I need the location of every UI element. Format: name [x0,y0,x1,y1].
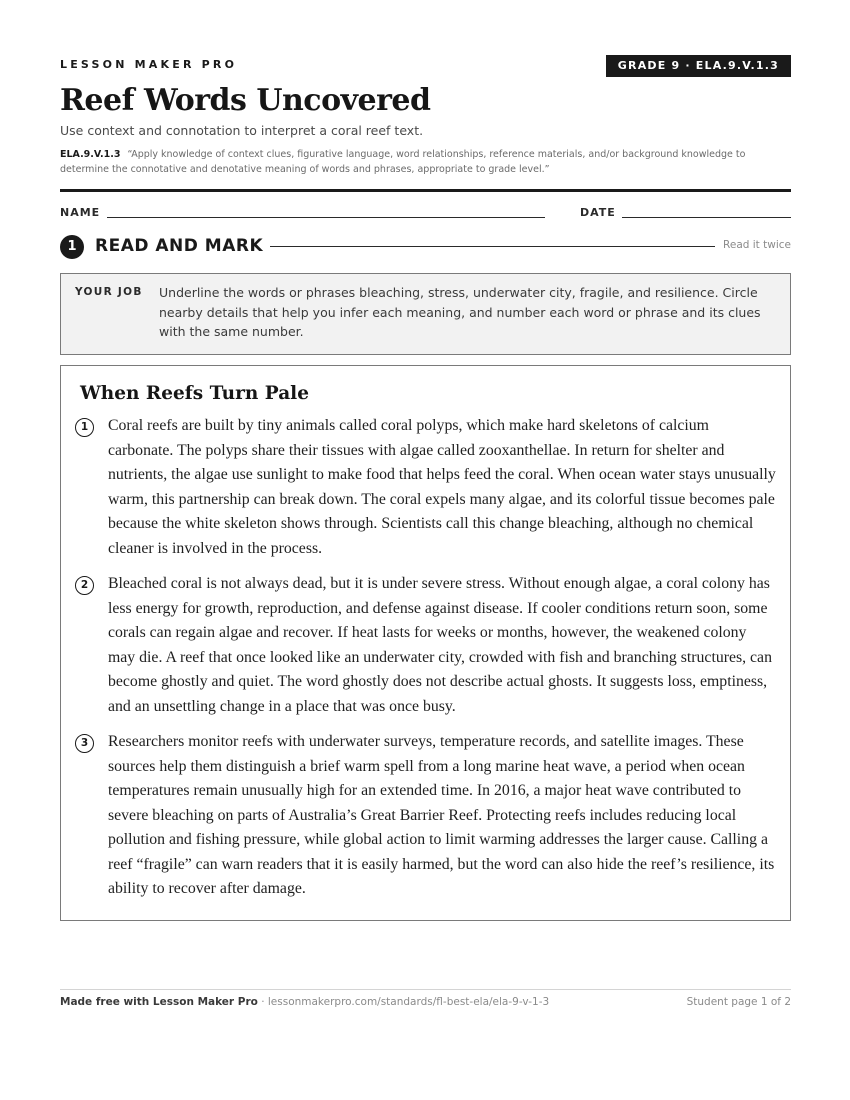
name-date-row [60,206,791,220]
instructions-box [60,273,791,355]
page-title: Reef Words Uncovered [60,83,431,118]
paragraph-3: Researchers monitor reefs with underwater surveys, temperature records, and satellite images. These sources help them distinguish a brief warm spell from a long marine heat wave, a period when ocean temperatures remain unusually high for an extended time. In 2016, a major heat wave contributed to severe bleaching on parts of Australia’s Great Barrier Reef. Protecting reefs includes reducing local pollution and fishing pressure, while global action to limit warming addresses the larger cause. Calling a reef “fragile” can warn readers that it is easily harmed, but the word can also hide the reef’s resilience, its ability to recover after damage. [108,733,775,897]
passage-title: When Reefs Turn Pale [80,383,309,404]
paragraph-2: Bleached coral is not always dead, but it is under severe stress. Without enough algae, a coral colony has less energy for growth, reproduction, and defense against disease. If cooler conditions return soon, some corals can regain algae and recover. If heat lasts for weeks or months, however, the weakened colony may die. A reef that once looked like an underwater city, crowded with fish and branching structures, can become ghostly and quiet. The word ghostly does not describe actual ghosts. It suggests loss, emptiness, and an unsettling change in a place that was once busy. [108,575,772,715]
paragraph-number-2: 2 [75,576,94,595]
standard-code: ELA.9.V.1.3 [60,149,121,160]
footer-divider [60,989,791,990]
brand-name: LESSON MAKER PRO [60,58,238,71]
grade-badge: GRADE 9 · ELA.9.V.1.3 [606,55,791,77]
worksheet-page [60,0,791,1100]
paragraph-number-1: 1 [75,418,94,437]
standard-text: “Apply knowledge of context clues, figurative language, word relationships, reference materials, and/or background knowledge to determine the connotative and denotative meaning of words and phrases, appropriate to grade level.” [60,149,746,175]
section-number-badge: 1 [60,235,84,259]
header-divider [60,189,791,192]
paragraph-1: Coral reefs are built by tiny animals called coral polyps, which make hard skeletons of calcium carbonate. The polyps share their tissues with algae called zooxanthellae. In return for shelter and nutrients, the algae use sunlight to make food that helps feed the coral. When ocean water stays unusually warm, this partnership can break down. The coral expels many algae, and its colorful tissue becomes pale because the white skeleton shows through. Scientists call this change bleaching, although no chemical cleaner is involved in the process. [108,417,776,557]
section-header [60,235,791,259]
instructions-text: Underline the words or phrases bleaching, stress, underwater city, fragile, and resilience. Circle nearby details that help you infer each meaning, and number each word or phrase and its clues with the same number. [159,285,761,339]
date-label: DATE [580,206,616,219]
section-divider [270,246,715,247]
name-label: NAME [60,206,101,219]
date-field[interactable] [622,217,791,218]
footer-made-with: Made free with Lesson Maker Pro [60,996,258,1008]
footer-url[interactable]: · lessonmakerpro.com/standards/fl-best-ela/ela-9-v-1-3 [257,996,550,1008]
paragraph-number-3: 3 [75,734,94,753]
footer-credit [60,996,549,1008]
instructions-label: YOUR JOB [75,286,143,298]
standard-description [60,147,791,177]
section-note: Read it twice [723,239,791,251]
reading-passage [60,365,791,921]
section-title: READ AND MARK [95,236,264,256]
footer-page-number: Student page 1 of 2 [686,996,791,1008]
page-subtitle: Use context and connotation to interpret a coral reef text. [60,123,424,138]
name-field[interactable] [107,217,545,218]
